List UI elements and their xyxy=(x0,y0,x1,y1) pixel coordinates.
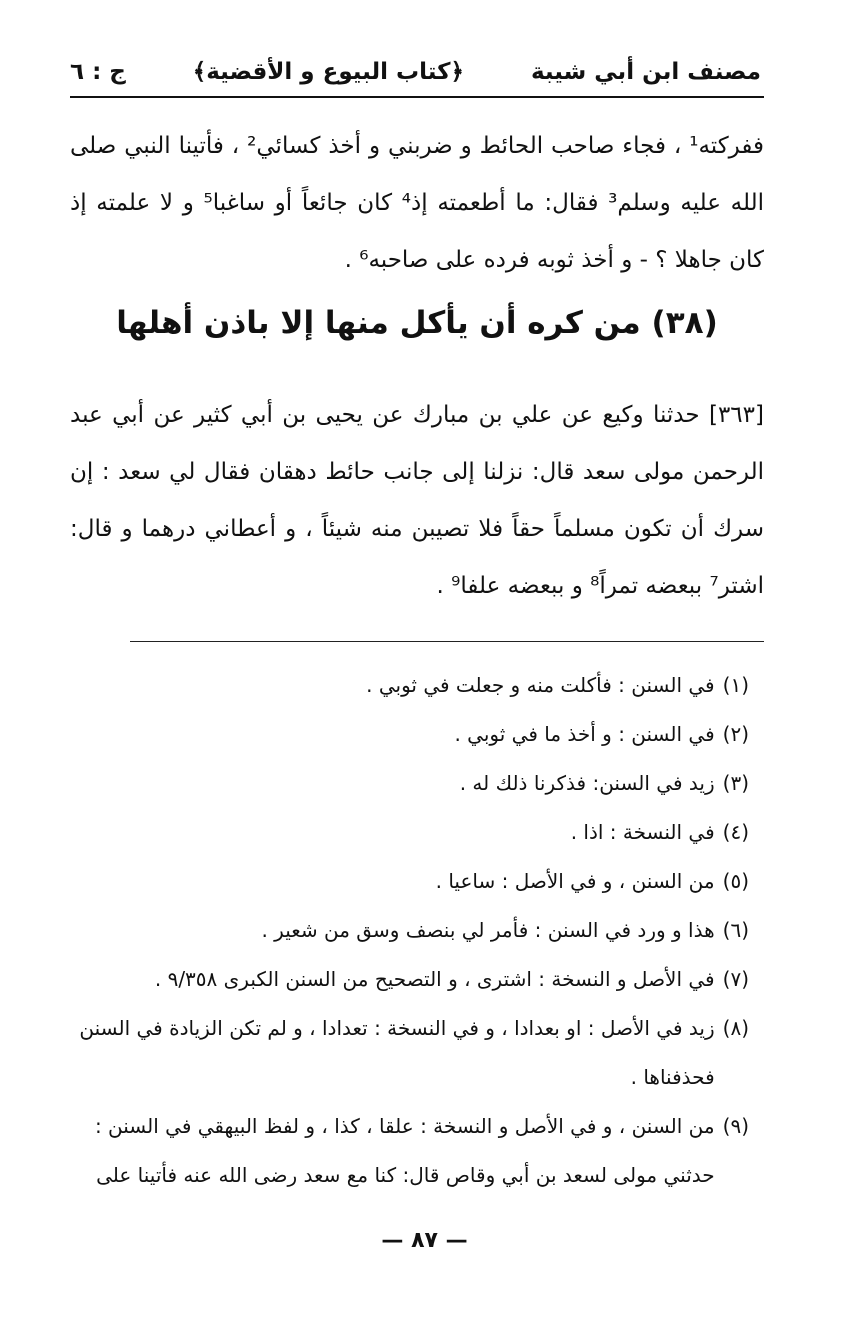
footnote-number: (٦) xyxy=(722,918,749,942)
footnote-text: في النسخة : اذا . xyxy=(570,820,715,844)
footnote xyxy=(70,808,749,857)
hadith-paragraph xyxy=(70,387,764,615)
footnote-number: (١) xyxy=(722,673,749,697)
footnote xyxy=(70,906,749,955)
footnote-text: في الأصل و النسخة : اشترى ، و التصحيح من السنن الكبرى ٩/٣٥٨ . xyxy=(154,967,715,991)
footnote-number: (٨) xyxy=(722,1016,749,1040)
footnote xyxy=(70,955,749,1004)
footnote-number: (٧) xyxy=(722,967,749,991)
footnote xyxy=(70,710,749,759)
volume-number: ج : ٦ xyxy=(70,59,126,85)
footnote xyxy=(70,661,749,710)
footnote xyxy=(70,759,749,808)
hadith-number: [٣٦٣] xyxy=(708,402,764,428)
section-heading: (٣٨) من كره أن يأكل منها إلا باذن أهلها xyxy=(116,305,718,341)
footnote-text: في السنن : فأكلت منه و جعلت في ثوبي . xyxy=(366,673,715,697)
footnote-number: (٣) xyxy=(722,771,749,795)
footnote-text: من السنن ، و في الأصل : ساعيا . xyxy=(435,869,715,893)
footnote-number: (٢) xyxy=(722,722,749,746)
hadith-text: حدثنا وكيع عن علي بن مبارك عن يحيى بن أبي كثير عن أبي عبد الرحمن مولى سعد قال: نزلنا إلى جانب حائط دهقان فقال لي سعد : إن سرك أن تكون مسلماً حقاً فلا تصيبن منه شيئاً ، و أعطاني درهما و قال: اشتر⁷ ببعضه تمراً⁸ و ببعضه علفا⁹ . xyxy=(70,402,764,599)
footnote xyxy=(70,1102,749,1200)
footnote-text: من السنن ، و في الأصل و النسخة : علقا ، كذا ، و لفظ البيهقي في السنن : حدثني مولى لسعد بن أبي وقاص قال: كنا مع سعد رضى الله عنه فأتينا على xyxy=(94,1114,715,1187)
footnote-text: في السنن : و أخذ ما في ثوبي . xyxy=(454,722,715,746)
page-number: — ٨٧ — xyxy=(381,1228,468,1253)
footnotes xyxy=(70,661,749,1200)
footnote xyxy=(70,857,749,906)
running-header xyxy=(70,48,761,96)
footnote-text: زيد في الأصل : او بعدادا ، و في النسخة : تعدادا ، و لم تكن الزيادة في السنن فحذفناها . xyxy=(79,1016,715,1089)
footnote-number: (٩) xyxy=(722,1114,749,1138)
book-title: مصنف ابن أبي شيبة xyxy=(530,59,761,85)
chapter-title: ﴿كتاب البيوع و الأقضية﴾ xyxy=(192,59,465,85)
footnote-text: زيد في السنن: فذكرنا ذلك له . xyxy=(459,771,715,795)
continued-paragraph: ففركته¹ ، فجاء صاحب الحائط و ضربني و أخذ كسائي² ، فأتينا النبي صلى الله عليه وسلم³ فقال: ما أطعمته إذ⁴ كان جائعاً أو ساغبا⁵ و لا علمته إذ كان جاهلا ؟ - و أخذ ثوبه فرده على صاحبه⁶ . xyxy=(70,133,765,273)
footnote xyxy=(70,1004,749,1102)
footnote-separator xyxy=(130,641,764,642)
footnote-number: (٤) xyxy=(722,820,749,844)
header-rule xyxy=(70,96,764,98)
footnote-text: هذا و ورد في السنن : فأمر لي بنصف وسق من شعير . xyxy=(261,918,715,942)
footnote-number: (٥) xyxy=(722,869,749,893)
